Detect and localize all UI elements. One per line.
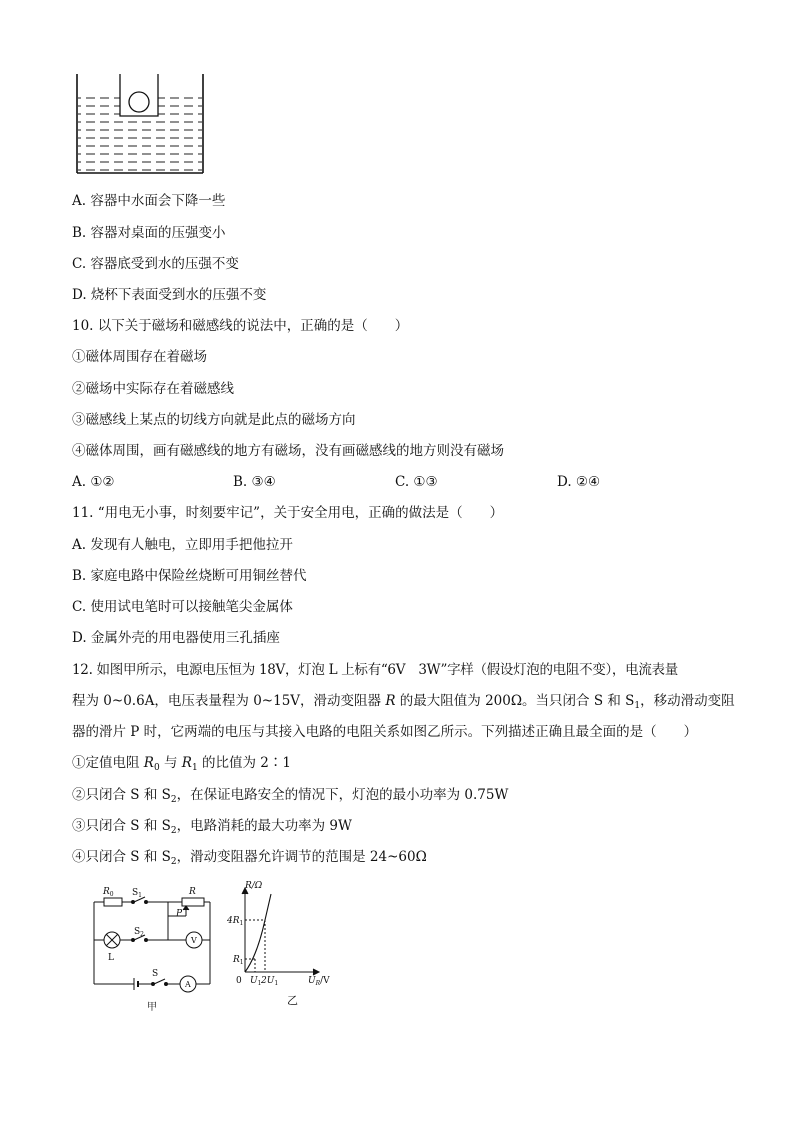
label-s1: $S_1$	[132, 888, 142, 899]
q10-statement-4: ④磁体周围，画有磁感线的地方有磁场，没有画磁感线的地方则没有磁场	[72, 443, 504, 459]
q12-s4-pre: ④只闭合 S 和 S	[72, 849, 171, 865]
q12-s2-pre: ②只闭合 S 和 S	[72, 787, 171, 803]
graph-origin: 0	[236, 976, 242, 986]
label-r0: $R_0$	[103, 887, 114, 898]
q11-option-a: A. 发现有人触电，立即用手把他拉开	[72, 537, 293, 553]
q12-s3-post: ，电路消耗的最大功率为 9W	[176, 818, 352, 834]
q12-s1-r1-sub: 1	[191, 763, 198, 773]
r-slider-resistor	[182, 898, 204, 906]
resistance-voltage-graph	[225, 880, 345, 1015]
q10-statement-2: ②磁场中实际存在着磁感线	[72, 381, 234, 397]
q10-statement-3: ③磁感线上某点的切线方向就是此点的磁场方向	[72, 412, 356, 428]
label-v: V	[191, 936, 197, 945]
q11-option-b: B. 家庭电路中保险丝烧断可用铜丝替代	[72, 568, 307, 584]
graph-x-label: $U_R/V$	[308, 976, 330, 987]
q12-s3-sub: 2	[170, 826, 177, 836]
tick-u1: $U_1$	[250, 976, 262, 987]
q12-s1-r0: R	[143, 755, 154, 771]
label-l: L	[108, 953, 114, 963]
q10-statement-1: ①磁体周围存在着磁场	[72, 349, 207, 365]
label-r: R	[189, 887, 196, 897]
q12-s1-r1: R	[181, 755, 192, 771]
tick-2u1: $2U_1$	[261, 976, 279, 987]
q10-option-b: B. ③④	[233, 474, 276, 490]
q10-options	[0, 473, 794, 491]
q12-statement-3	[72, 817, 352, 840]
label-p: P	[176, 909, 183, 919]
q12-s2-post: ，在保证电路安全的情况下，灯泡的最小功率为 0.75W	[176, 787, 509, 803]
graph-caption: 乙	[287, 994, 298, 1007]
q12-s1-post: 的比值为 2∶1	[197, 755, 291, 771]
q12-s1-r0-sub: 0	[153, 763, 160, 773]
q12-s2-sub: 2	[170, 795, 177, 805]
graph-curve	[245, 894, 271, 972]
label-s: S	[152, 969, 159, 979]
tick-4r1: $4R_1$	[227, 916, 244, 927]
q12-line-2-sub: 1	[634, 701, 641, 711]
q12-s4-sub: 2	[170, 857, 177, 867]
q9-option-d: D. 烧杯下表面受到水的压强不变	[72, 287, 267, 303]
q12-line-2-post: 的最大阻值为 200Ω。当只闭合 S 和 S	[395, 693, 635, 709]
label-s2: $S_2$	[134, 927, 144, 938]
q12-var-r: R	[385, 693, 396, 709]
ball	[129, 92, 149, 112]
q9-option-b: B. 容器对桌面的压强变小	[72, 225, 226, 241]
q12-s1-pre: ①定值电阻	[72, 755, 144, 771]
q10-option-a: A. ①②	[72, 474, 115, 490]
switch-s-blade	[154, 979, 165, 984]
q12-statement-4	[72, 848, 427, 871]
beaker-figure	[70, 70, 210, 180]
q11-stem: 11. “用电无小事，时刻要牢记”，关于安全用电，正确的做法是（ ）	[72, 505, 504, 521]
r0-resistor	[104, 898, 122, 906]
q11-option-c: C. 使用试电笔时可以接触笔尖金属体	[72, 599, 293, 615]
q12-s3-pre: ③只闭合 S 和 S	[72, 818, 171, 834]
q12-s1-mid: 与	[159, 755, 182, 771]
tick-r1: $R_1$	[233, 955, 244, 966]
circuit-caption: 甲	[147, 1002, 157, 1013]
q9-option-a: A. 容器中水面会下降一些	[72, 193, 226, 209]
q12-statement-1	[72, 754, 291, 777]
q12-statement-2	[72, 786, 508, 809]
q12-line-2-end: ，移动滑动变阻	[640, 693, 735, 709]
q10-option-c: C. ①③	[395, 474, 438, 490]
label-a: A	[185, 980, 191, 989]
q12-s4-post: ，滑动变阻器允许调节的范围是 24~60Ω	[176, 849, 427, 865]
q12-line-1: 12. 如图甲所示，电源电压恒为 18V，灯泡 L 上标有“6V 3W”字样（假设灯泡的电阻不变），电流表量	[72, 662, 678, 678]
q10-option-d: D. ②④	[557, 474, 601, 490]
q12-line-2	[72, 692, 735, 715]
q12-line-2-pre: 程为 0~0.6A，电压表量程为 0~15V，滑动变阻器	[72, 693, 386, 709]
q11-option-d: D. 金属外壳的用电器使用三孔插座	[72, 630, 280, 646]
circuit-diagram	[82, 880, 232, 1015]
graph-y-label: R/Ω	[245, 881, 263, 891]
q9-option-c: C. 容器底受到水的压强不变	[72, 256, 239, 272]
q10-stem: 10. 以下关于磁场和磁感线的说法中，正确的是（ ）	[72, 318, 409, 334]
q12-line-3: 器的滑片 P 时，它两端的电压与其接入电路的电阻关系如图乙所示。下列描述正确且最全面的是（ ）	[72, 724, 698, 740]
